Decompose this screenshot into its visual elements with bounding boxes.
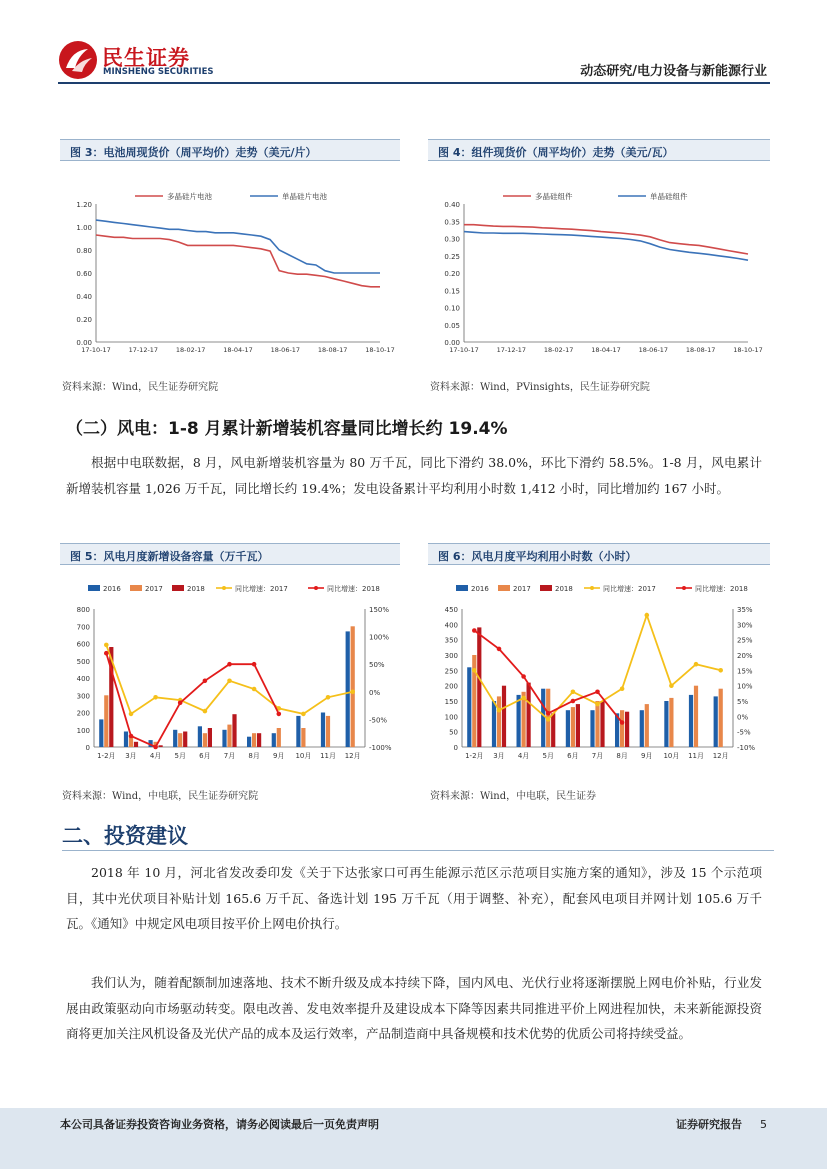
- bar-2018: [232, 714, 236, 747]
- x-tick-label: 9月: [273, 752, 285, 760]
- growth-point: [472, 668, 477, 673]
- legend-label: 单晶硅片电池: [282, 192, 327, 201]
- y2-tick-label: -50%: [369, 716, 388, 725]
- bar-2016: [640, 710, 644, 747]
- legend-label: 2017: [145, 585, 163, 593]
- legend-label: 2018: [187, 585, 205, 593]
- section-heading-wind: （二）风电：1-8 月累计新增装机容量同比增长约 19.4%: [66, 419, 508, 439]
- legend-marker: [590, 586, 594, 590]
- x-tick-label: 10月: [663, 752, 680, 760]
- growth-point: [301, 712, 306, 717]
- x-tick-label: 4月: [149, 752, 162, 760]
- x-tick-label: 6月: [199, 752, 211, 760]
- report-section-title: 动态研究/电力设备与新能源行业: [580, 64, 767, 79]
- legend-label: 同比增速：2017: [603, 585, 656, 593]
- bar-2017: [351, 626, 355, 747]
- bar-2017: [104, 695, 108, 747]
- bar-2017: [571, 707, 575, 747]
- growth-point: [521, 696, 526, 701]
- x-tick-label: 3月: [493, 752, 505, 760]
- x-tick-label: 1-2月: [465, 752, 484, 760]
- legend-label: 同比增速：2017: [235, 585, 288, 593]
- x-tick-label: 6月: [567, 752, 579, 760]
- y-tick-label: 1.20: [76, 201, 92, 209]
- bar-2017: [326, 716, 330, 747]
- y-tick-label: 0.00: [76, 339, 92, 347]
- x-tick-label: 17-10-17: [449, 346, 479, 354]
- y2-tick-label: -5%: [737, 728, 751, 737]
- series-line-1: [96, 235, 380, 287]
- bar-2016: [124, 732, 128, 748]
- bar-2016: [99, 719, 103, 747]
- growth-point: [595, 690, 600, 695]
- bar-2017: [277, 728, 281, 747]
- y-tick-label: 0.20: [444, 270, 460, 278]
- y-tick-label: 400: [76, 675, 90, 683]
- y-tick-label: 0: [85, 744, 90, 752]
- legend-label: 2016: [103, 585, 121, 593]
- x-tick-label: 18-02-17: [543, 346, 574, 354]
- bar-2016: [198, 726, 202, 747]
- y-tick-label: 0.40: [444, 201, 460, 209]
- y-tick-label: 1.00: [76, 224, 92, 232]
- growth-point: [571, 690, 576, 695]
- y2-tick-label: -10%: [737, 744, 756, 752]
- legend-label: 2018: [555, 585, 573, 593]
- growth-point: [104, 643, 109, 648]
- bar-2018: [159, 745, 163, 747]
- legend-label: 2016: [471, 585, 489, 593]
- figure-6-title: 图 6：风电月度平均利用小时数（小时）: [428, 543, 770, 565]
- bar-2016: [296, 716, 300, 747]
- x-tick-label: 18-10-17: [733, 346, 763, 354]
- figure-3-source: 资料来源：Wind，民生证券研究院: [62, 382, 219, 393]
- growth-point: [669, 683, 674, 688]
- bar-2016: [346, 631, 350, 747]
- bar-2016: [492, 701, 496, 747]
- growth-point: [595, 702, 600, 707]
- bar-2016: [517, 695, 521, 747]
- bar-2018: [477, 627, 481, 747]
- figure-5-chart: [60, 575, 405, 770]
- y2-tick-label: 0%: [369, 688, 381, 697]
- x-tick-label: 8月: [248, 752, 260, 760]
- growth-point: [620, 720, 625, 725]
- bar-2017: [203, 733, 207, 747]
- y-tick-label: 0.40: [76, 293, 92, 301]
- legend-swatch: [130, 585, 142, 591]
- growth-point: [620, 686, 625, 691]
- bar-2017: [719, 689, 723, 747]
- bar-2016: [714, 696, 718, 747]
- growth-point: [252, 687, 257, 692]
- bar-2018: [134, 742, 138, 747]
- bar-2017: [301, 728, 305, 747]
- growth-line-2: [106, 653, 278, 747]
- logo-text-en: MINSHENG SECURITIES: [103, 67, 214, 77]
- bar-2018: [527, 683, 531, 747]
- x-tick-label: 7月: [223, 752, 236, 760]
- x-tick-label: 1-2月: [97, 752, 116, 760]
- y-tick-label: 100: [444, 713, 458, 722]
- header-divider: [58, 82, 770, 84]
- series-line-1: [464, 225, 748, 254]
- y-tick-label: 100: [76, 726, 90, 735]
- footer-report-type: 证券研究报告: [676, 1118, 742, 1131]
- figure-3-chart: [60, 182, 405, 362]
- bar-2016: [467, 667, 471, 747]
- bar-2016: [541, 689, 545, 747]
- investment-heading: 二、投资建议: [62, 824, 188, 848]
- legend-swatch: [456, 585, 468, 591]
- y-tick-label: 0.05: [444, 321, 460, 330]
- growth-point: [227, 679, 232, 684]
- growth-point: [277, 712, 282, 717]
- x-tick-label: 18-08-17: [317, 346, 348, 354]
- legend-label: 多晶硅组件: [535, 192, 573, 201]
- x-tick-label: 11月: [320, 752, 337, 760]
- bar-2016: [664, 701, 668, 747]
- bar-2018: [208, 728, 212, 747]
- x-tick-label: 12月: [344, 752, 361, 760]
- bar-2017: [595, 701, 599, 747]
- y2-tick-label: -100%: [369, 744, 392, 752]
- bar-2017: [178, 733, 182, 747]
- growth-point: [203, 709, 208, 714]
- growth-point: [153, 695, 158, 700]
- y-tick-label: 400: [444, 621, 458, 630]
- y2-tick-label: 30%: [737, 621, 753, 630]
- y-tick-label: 600: [76, 640, 90, 649]
- y-tick-label: 700: [76, 623, 90, 632]
- page-number: 5: [760, 1118, 767, 1131]
- x-tick-label: 18-04-17: [223, 346, 253, 354]
- y-tick-label: 500: [76, 657, 90, 666]
- x-tick-label: 10月: [295, 752, 312, 760]
- bar-2016: [247, 737, 251, 747]
- figure-4-title: 图 4：组件现货价（周平均价）走势（美元/瓦）: [428, 139, 770, 161]
- y2-tick-label: 50%: [369, 661, 385, 670]
- legend-swatch: [498, 585, 510, 591]
- bar-2018: [502, 686, 506, 747]
- growth-point: [178, 701, 183, 706]
- growth-point: [252, 662, 257, 667]
- x-tick-label: 4月: [517, 752, 530, 760]
- x-tick-label: 18-06-17: [270, 346, 301, 354]
- wind-paragraph: 根据中电联数据，8 月，风电新增装机容量为 80 万千瓦，同比下滑约 38.0%，环比下滑约 58.5%。1-8 月，风电累计新增装机容量 1,026 万千瓦，同比增长约 19.4%；发电设备累计平均利用小时数 1,412 小时，同比增加约 167 小时。: [66, 455, 762, 496]
- y-tick-label: 300: [444, 652, 458, 660]
- bar-2016: [222, 730, 226, 747]
- x-tick-label: 18-06-17: [638, 346, 669, 354]
- y-tick-label: 150: [444, 698, 458, 706]
- x-tick-label: 17-12-17: [128, 346, 159, 354]
- growth-point: [497, 647, 502, 652]
- y-tick-label: 0: [453, 744, 458, 752]
- y2-tick-label: 35%: [737, 606, 753, 614]
- growth-point: [718, 668, 723, 673]
- bar-2018: [576, 704, 580, 747]
- y2-tick-label: 5%: [737, 698, 749, 706]
- bar-2017: [694, 686, 698, 747]
- bar-2018: [600, 701, 604, 747]
- figure-6-chart: [428, 575, 773, 770]
- bar-2016: [590, 710, 594, 747]
- figure-4-source: 资料来源：Wind，PVinsights，民生证券研究院: [430, 382, 650, 393]
- legend-swatch: [540, 585, 552, 591]
- y-tick-label: 0.10: [444, 304, 460, 313]
- bar-2018: [625, 712, 629, 747]
- bar-2017: [620, 710, 624, 747]
- legend-swatch: [88, 585, 100, 591]
- x-tick-label: 9月: [641, 752, 653, 760]
- y-tick-label: 50: [449, 728, 458, 737]
- growth-point: [129, 734, 134, 739]
- y2-tick-label: 0%: [737, 713, 749, 722]
- x-tick-label: 11月: [688, 752, 705, 760]
- y2-tick-label: 20%: [737, 652, 753, 660]
- growth-point: [546, 711, 551, 716]
- growth-point: [227, 662, 232, 667]
- y-tick-label: 0.80: [76, 247, 92, 255]
- bar-2018: [551, 713, 555, 747]
- investment-paragraph-1: 2018 年 10 月，河北省发改委印发《关于下达张家口可再生能源示范区示范项目实施方案的通知》，涉及 15 个示范项目，其中光伏项目补贴计划 165.6 万千瓦、备选计划 195 万千瓦（用于调整、补充），配套风电项目并网计划 105.6 万千瓦。《通知》中规定风电项目按平价上网电价执行。: [66, 865, 762, 931]
- bar-2017: [497, 696, 501, 747]
- y-tick-label: 0.35: [444, 218, 460, 227]
- growth-point: [350, 690, 355, 695]
- growth-point: [472, 628, 477, 633]
- legend-label: 2017: [513, 585, 531, 593]
- y-tick-label: 0.25: [444, 252, 460, 261]
- y-tick-label: 800: [76, 606, 90, 614]
- figure-5-source: 资料来源：Wind，中电联，民生证券研究院: [62, 791, 259, 802]
- figure-3-title: 图 3：电池周现货价（周平均价）走势（美元/片）: [60, 139, 400, 161]
- bar-2017: [669, 698, 673, 747]
- y2-tick-label: 15%: [737, 667, 753, 676]
- bar-2016: [566, 710, 570, 747]
- x-tick-label: 17-10-17: [81, 346, 111, 354]
- growth-point: [546, 717, 551, 722]
- y-tick-label: 350: [444, 636, 458, 645]
- bar-2016: [689, 695, 693, 747]
- bar-2018: [257, 733, 261, 747]
- footer-disclaimer: 本公司具备证券投资咨询业务资格，请务必阅读最后一页免责声明: [60, 1118, 379, 1131]
- legend-label: 单晶硅组件: [650, 192, 688, 201]
- growth-point: [203, 679, 208, 684]
- x-tick-label: 18-02-17: [175, 346, 206, 354]
- figure-6-source: 资料来源：Wind，中电联，民生证券: [430, 791, 597, 802]
- x-tick-label: 12月: [712, 752, 729, 760]
- growth-point: [497, 708, 502, 713]
- x-tick-label: 3月: [125, 752, 137, 760]
- legend-label: 同比增速：2018: [695, 585, 748, 593]
- growth-point: [129, 712, 134, 717]
- legend-marker: [314, 586, 318, 590]
- x-tick-label: 5月: [174, 752, 186, 760]
- bar-2017: [252, 733, 256, 747]
- y-tick-label: 0.15: [444, 287, 460, 296]
- x-tick-label: 18-04-17: [591, 346, 621, 354]
- y2-tick-label: 150%: [369, 606, 390, 614]
- y-tick-label: 0.20: [76, 316, 92, 324]
- legend-label: 多晶硅片电池: [167, 192, 212, 201]
- growth-point: [104, 651, 109, 656]
- y-tick-label: 450: [444, 606, 458, 614]
- legend-label: 同比增速：2018: [327, 585, 380, 593]
- y2-tick-label: 100%: [369, 633, 390, 642]
- x-tick-label: 8月: [616, 752, 628, 760]
- footer-right: [676, 1116, 767, 1132]
- y2-tick-label: 25%: [737, 636, 753, 645]
- legend-swatch: [172, 585, 184, 591]
- y-tick-label: 300: [76, 692, 90, 701]
- growth-point: [521, 674, 526, 679]
- x-tick-label: 18-08-17: [685, 346, 716, 354]
- bar-2017: [227, 725, 231, 747]
- y-tick-label: 250: [444, 667, 458, 676]
- y-tick-label: 0.60: [76, 270, 92, 278]
- investment-divider: [62, 850, 774, 851]
- y-tick-label: 200: [444, 682, 458, 691]
- legend-marker: [682, 586, 686, 590]
- bar-2016: [272, 733, 276, 747]
- y-tick-label: 200: [76, 709, 90, 718]
- y-tick-label: 0.30: [444, 235, 460, 244]
- logo-text-cn: 民生证券: [102, 46, 190, 70]
- growth-point: [326, 695, 331, 700]
- figure-5-title: 图 5：风电月度新增设备容量（万千瓦）: [60, 543, 400, 565]
- x-tick-label: 5月: [542, 752, 554, 760]
- y2-tick-label: 10%: [737, 682, 753, 691]
- x-tick-label: 17-12-17: [496, 346, 527, 354]
- x-tick-label: 18-10-17: [365, 346, 395, 354]
- bar-2016: [173, 730, 177, 747]
- x-tick-label: 7月: [591, 752, 604, 760]
- bar-2018: [183, 732, 187, 748]
- minsheng-logo-icon: [58, 40, 98, 80]
- legend-marker: [222, 586, 226, 590]
- growth-point: [694, 662, 699, 667]
- y-tick-label: 0.00: [444, 339, 460, 347]
- figure-4-chart: [428, 182, 773, 362]
- bar-2016: [321, 713, 325, 748]
- growth-point: [571, 699, 576, 704]
- growth-point: [153, 745, 158, 750]
- bar-2017: [645, 704, 649, 747]
- growth-point: [645, 613, 650, 618]
- investment-paragraph-2: 我们认为，随着配额制加速落地、技术不断升级及成本持续下降，国内风电、光伏行业将逐渐摆脱上网电价补贴，行业发展由政策驱动向市场驱动转变。限电改善、发电效率提升及建设成本下降等因素共同推进平价上网进程加快，未来新能源投资商将更加关注风机设备及光伏产品的成本及运行效率，产品制造商中具备规模和技术优势的优质公司将持续受益。: [66, 975, 762, 1041]
- company-logo: [58, 40, 218, 80]
